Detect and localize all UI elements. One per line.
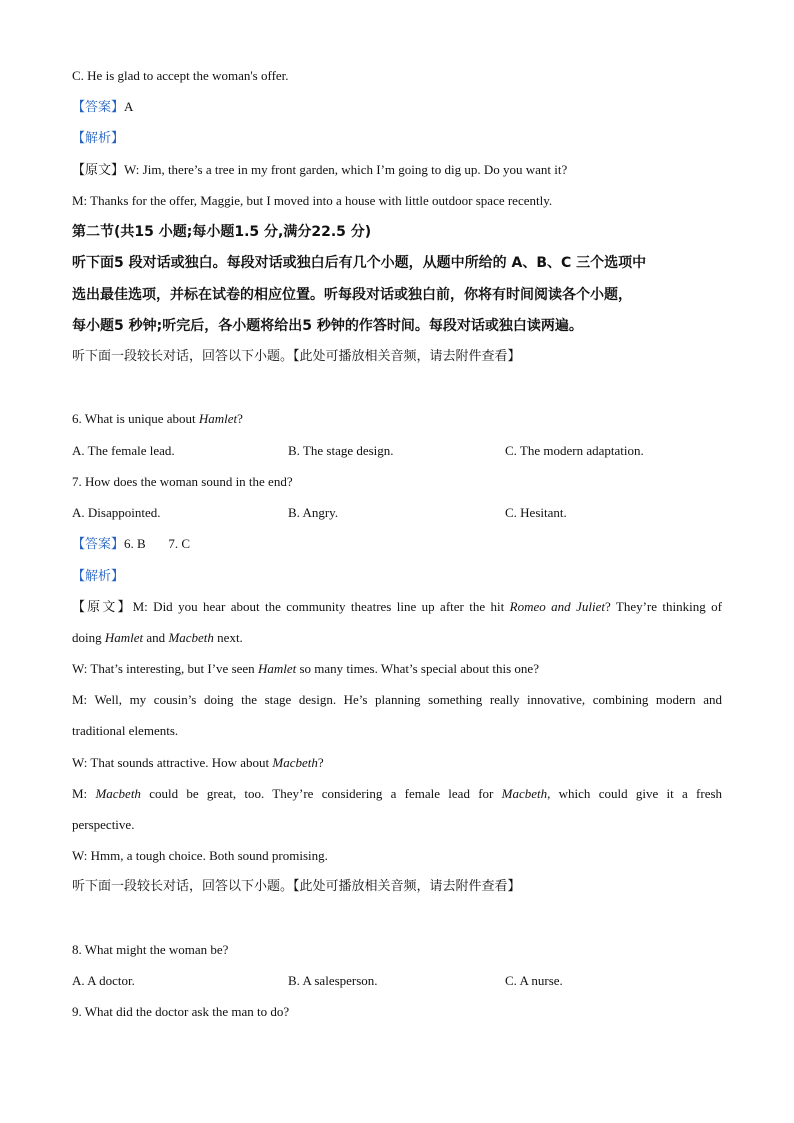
transcript-line: W: Hmm, a tough choice. Both sound promising. <box>72 848 328 863</box>
option-b: B. A salesperson. <box>288 973 378 988</box>
transcript-line <box>72 598 722 617</box>
transcript-line <box>72 754 324 772</box>
transcript-line <box>72 629 243 647</box>
transcript-italic: Romeo and Juliet <box>509 599 605 614</box>
question-stem: 7. How does the woman sound in the end? <box>72 474 293 489</box>
option-a: A. A doctor. <box>72 973 135 988</box>
transcript-italic: Hamlet <box>257 661 297 676</box>
transcript-line <box>72 161 567 180</box>
option-c: C. A nurse. <box>505 973 563 988</box>
option-b: B. The stage design. <box>288 443 394 458</box>
question-stem: 9. What did the doctor ask the man to do? <box>72 1004 290 1019</box>
transcript-line <box>72 785 722 803</box>
stem-italic: Hamlet <box>198 411 238 426</box>
analysis-line <box>72 567 124 586</box>
section-instruction: 选出最佳选项，并标在试卷的相应位置。听每段对话或独白前，你将有时间阅读各个小题， <box>72 287 632 303</box>
transcript-text: doing <box>72 630 105 645</box>
listen-prompt: 听下面一段较长对话，回答以下小题。【此处可播放相关音频，请去附件查看】 <box>72 879 521 894</box>
transcript-italic: Macbeth <box>168 630 214 645</box>
option-c-line: C. He is glad to accept the woman's offer. <box>72 68 289 83</box>
transcript-italic: Macbeth <box>501 786 548 801</box>
answer-label: 【答案】 <box>72 100 125 115</box>
transcript-italic: Hamlet <box>104 630 144 645</box>
option-b: B. Angry. <box>288 505 339 520</box>
question-stem: 8. What might the woman be? <box>72 942 229 957</box>
transcript-text: , which could give it a fresh <box>547 786 723 801</box>
section-instruction: 听下面5 段对话或独白。每段对话或独白后有几个小题，从题中所给的 A、B、C 三个选项中 <box>72 255 647 271</box>
transcript-text: and <box>143 630 169 645</box>
transcript-text: ? They’re thinking of <box>604 599 722 614</box>
section-heading: 第二节(共15 小题;每小题1.5 分,满分22.5 分) <box>72 224 372 240</box>
transcript-italic: Macbeth <box>95 786 141 801</box>
original-label: 【原文】 <box>72 600 133 615</box>
transcript-italic: Macbeth <box>272 755 318 770</box>
analysis-label: 【解析】 <box>72 131 125 146</box>
transcript-line: M: Thanks for the offer, Maggie, but I moved into a house with little outdoor space recently. <box>72 193 553 208</box>
transcript-text: next. <box>213 630 243 645</box>
analysis-label: 【解析】 <box>72 569 125 584</box>
original-label: 【原文】 <box>72 163 125 178</box>
option-c: C. The modern adaptation. <box>505 443 644 458</box>
analysis-line <box>72 129 124 148</box>
listen-prompt: 听下面一段较长对话，回答以下小题。【此处可播放相关音频，请去附件查看】 <box>72 349 521 364</box>
transcript-line: traditional elements. <box>72 723 179 738</box>
answer-line <box>72 535 190 554</box>
transcript-text: so many times. What’s special about this one? <box>296 661 539 676</box>
transcript-text: could be great, too. They’re considering a female lead for <box>140 786 502 801</box>
answer-line <box>72 98 133 117</box>
answer-value: A <box>124 99 134 114</box>
option-c: C. Hesitant. <box>505 505 567 520</box>
stem-text: ? <box>237 411 243 426</box>
transcript-text: M: Did you hear about the community theatres line up after the hit <box>132 599 510 614</box>
option-a: A. The female lead. <box>72 443 175 458</box>
answer-label: 【答案】 <box>72 537 125 552</box>
answer-value: 6. B 7. C <box>124 536 191 551</box>
transcript-line: M: Well, my cousin’s doing the stage design. He’s planning something really innovative, combining modern and <box>72 692 722 707</box>
transcript-text: W: That sounds attractive. How about <box>72 755 273 770</box>
stem-text: 6. What is unique about <box>72 411 199 426</box>
transcript-text: W: That’s interesting, but I’ve seen <box>72 661 258 676</box>
section-instruction: 每小题5 秒钟;听完后，各小题将给出5 秒钟的作答时间。每段对话或独白读两遍。 <box>72 318 583 334</box>
transcript-line <box>72 660 539 678</box>
option-a: A. Disappointed. <box>72 505 161 520</box>
transcript-line: perspective. <box>72 817 135 832</box>
question-stem <box>72 410 243 428</box>
transcript-text: W: Jim, there’s a tree in my front garden, which I’m going to dig up. Do you want it? <box>124 162 568 177</box>
transcript-text: M: <box>72 786 96 801</box>
transcript-text: ? <box>317 755 324 770</box>
